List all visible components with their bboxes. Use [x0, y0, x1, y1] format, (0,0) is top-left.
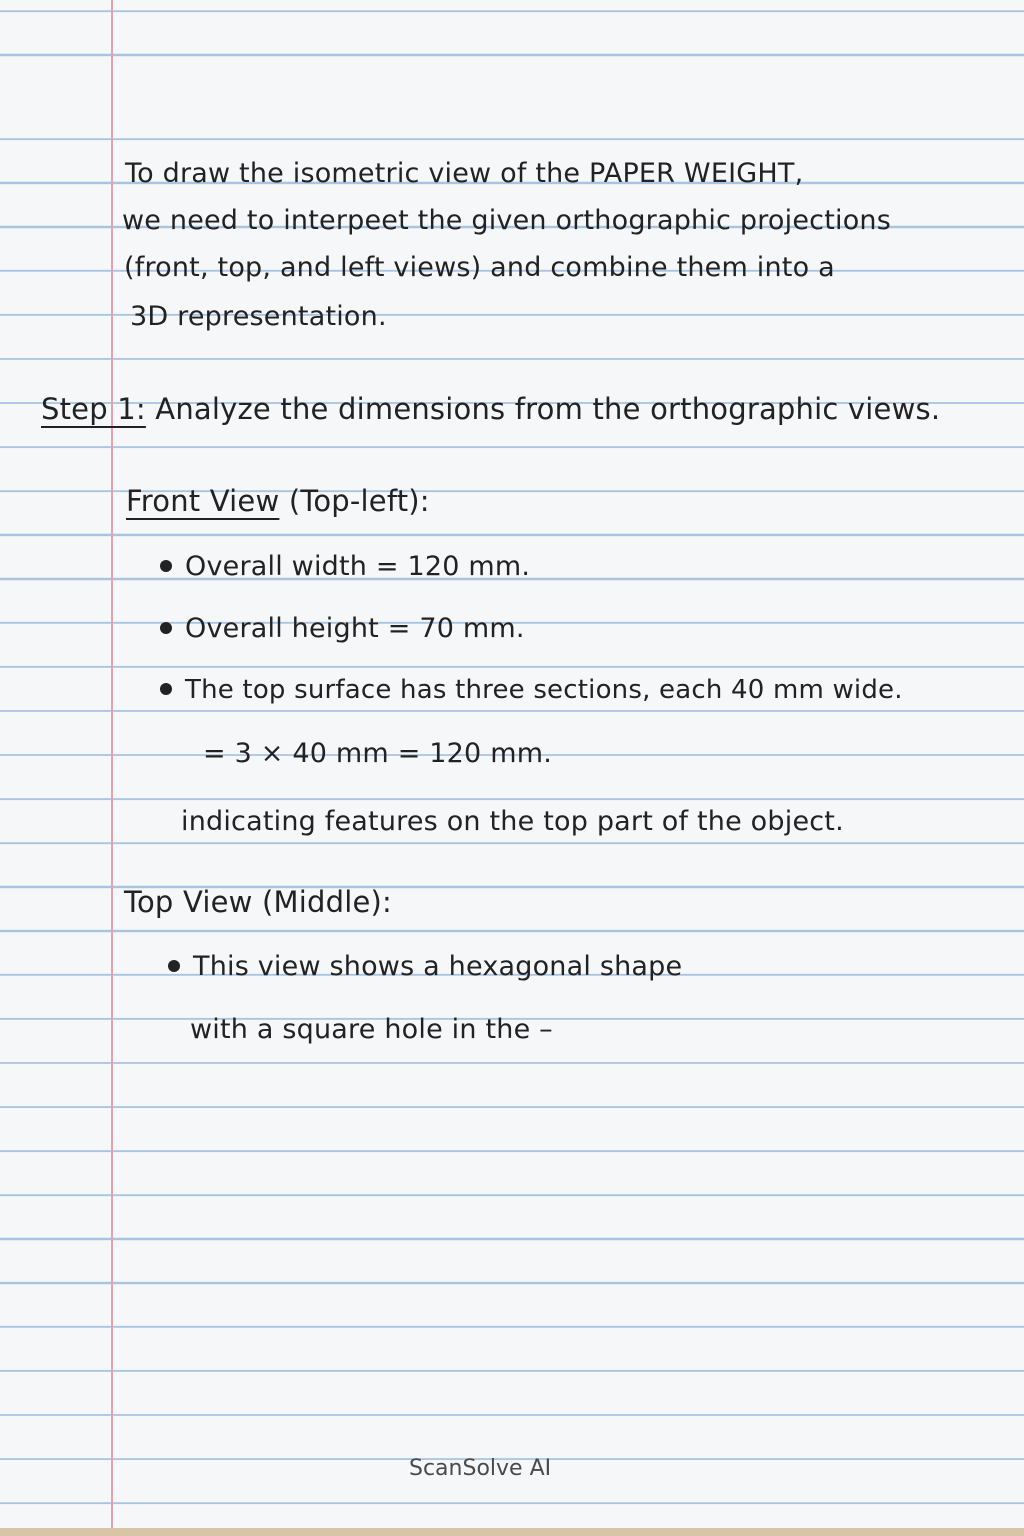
intro-line-4: 3D representation. [130, 301, 387, 332]
step-1-text: Analyze the dimensions from the orthographic views. [155, 392, 941, 426]
top-view-continuation: with a square hole in the – [190, 1014, 553, 1045]
front-view-bullet-3 [160, 677, 903, 703]
front-view-bullet-3-text: The top surface has three sections, each 40 mm wide. [185, 675, 903, 705]
front-view-bullet-1 [160, 553, 530, 580]
top-view-heading: Top View (Middle): [124, 885, 392, 919]
front-view-bullet-1-text: Overall width = 120 mm. [185, 551, 531, 582]
front-view-note: indicating features on the top part of the object. [181, 806, 844, 837]
front-view-heading-rest: (Top-left): [288, 484, 430, 518]
step-1-label: Step 1: [41, 392, 146, 426]
margin-line [111, 0, 113, 1536]
top-view-bullet-1 [168, 953, 682, 980]
bullet-icon [160, 683, 172, 695]
front-view-calculation: = 3 × 40 mm = 120 mm. [203, 738, 553, 769]
front-view-bullet-2 [160, 615, 525, 642]
top-view-bullet-1-text: This view shows a hexagonal shape [193, 951, 683, 982]
bullet-icon [160, 622, 172, 634]
intro-line-3: (front, top, and left views) and combine them into a [124, 252, 835, 283]
front-view-bullet-2-text: Overall height = 70 mm. [185, 613, 525, 644]
step-1-line [41, 392, 941, 426]
front-view-heading [126, 484, 430, 518]
brand-footer: ScanSolve AI [409, 1456, 552, 1481]
bullet-icon [160, 560, 172, 572]
intro-line-1: To draw the isometric view of the PAPER WEIGHT, [125, 158, 804, 189]
bullet-icon [168, 960, 180, 972]
intro-line-2: we need to interpeet the given orthographic projections [122, 205, 891, 236]
front-view-heading-title: Front View [126, 484, 280, 518]
